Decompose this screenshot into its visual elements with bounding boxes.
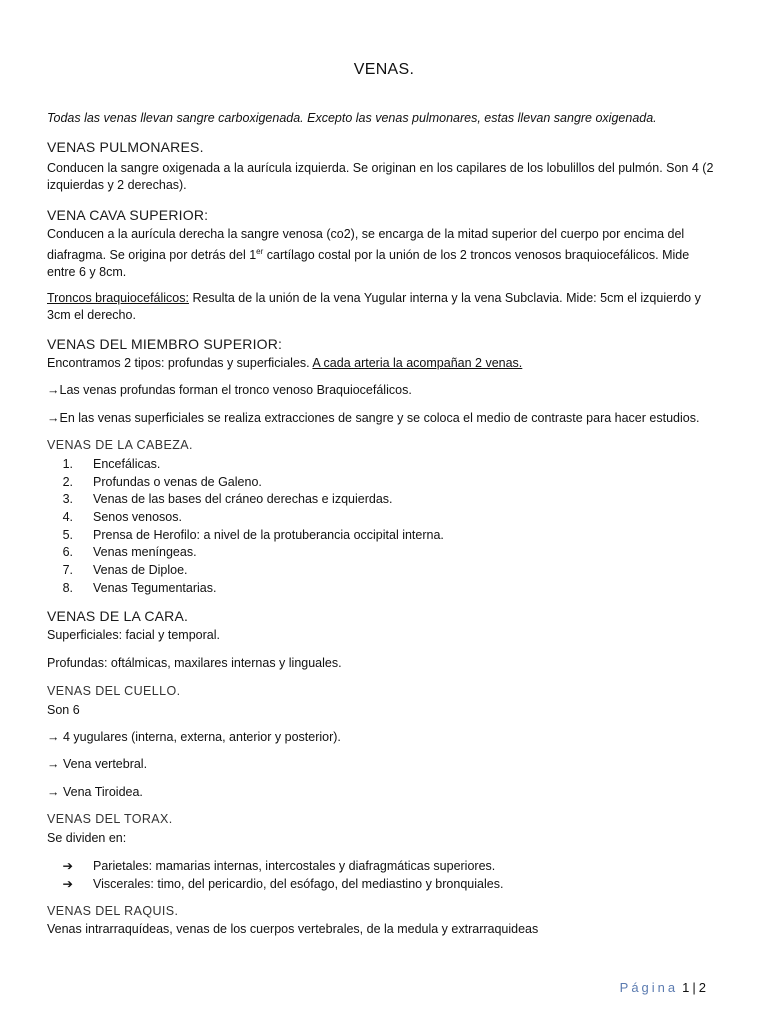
intro-text: Todas las venas llevan sangre carboxigenada. Excepto las venas pulmonares, estas llevan sangre oxigenada. xyxy=(47,111,657,125)
underlined-note: A cada arteria la acompañan 2 venas. xyxy=(312,356,523,370)
paragraph-miembro-superior: Encontramos 2 tipos: profundas y superficiales. A cada arteria la acompañan 2 venas. xyxy=(47,356,523,370)
arrow-icon: → xyxy=(47,383,60,397)
list-item: ➔ Viscerales: timo, del pericardio, del esófago, del mediastino y bronquiales. xyxy=(47,876,503,894)
arrow-point-superficiales: →En las venas superficiales se realiza extracciones de sangre y se coloca el medio de contraste para hacer estudios. xyxy=(47,411,700,425)
torax-bullet-list xyxy=(47,858,503,893)
paragraph-vena-cava: Conducen a la aurícula derecha la sangre venosa (co2), se encarga de la mitad superior del cuerpo por encima del diafragma. Se origina por detrás del 1er cartílago costal por la unión de los 2 troncos venosos braquiocefálicos. Mide entre 6 y 8cm. xyxy=(47,227,690,280)
list-item: 8. Venas Tegumentarias. xyxy=(62,580,217,595)
paragraph-venas-pulmonares: Conducen la sangre oxigenada a la aurícula izquierda. Se originan en los capilares de los lobulillos del pulmón. Son 4 (2 izquierdas y 2 derechas). xyxy=(47,161,714,192)
paragraph-raquis: Venas intrarraquídeas, venas de los cuerpos vertebrales, de la medula y extrarraquideas xyxy=(47,922,539,936)
arrow-bullet-icon: ➔ xyxy=(62,859,73,873)
paragraph-torax-intro: Se dividen en: xyxy=(47,831,127,845)
page-total: 2 xyxy=(698,980,706,995)
cabeza-numbered-list xyxy=(47,456,444,598)
list-item: 7. Venas de Diploe. xyxy=(62,563,188,578)
list-item: 3. Venas de las bases del cráneo derechas e izquierdas. xyxy=(62,492,393,507)
list-item: 6. Venas meníngeas. xyxy=(62,545,197,560)
heading-venas-torax: VENAS DEL TORAX. xyxy=(47,812,173,826)
page-word: Página xyxy=(619,980,679,995)
paragraph-cara-superficiales: Superficiales: facial y temporal. xyxy=(47,628,220,642)
page-separator: | xyxy=(692,980,696,995)
arrow-bullet-icon: ➔ xyxy=(62,876,73,891)
page-number-footer xyxy=(620,980,706,995)
arrow-point-tiroidea: → Vena Tiroidea. xyxy=(47,785,143,799)
arrow-point-profundas: →Las venas profundas forman el tronco venoso Braquiocefálicos. xyxy=(47,383,412,397)
list-item: ➔ Parietales: mamarias internas, intercostales y diafragmáticas superiores. xyxy=(47,858,503,876)
troncos-label: Troncos braquiocefálicos: xyxy=(47,291,189,305)
heading-venas-raquis: VENAS DEL RAQUIS. xyxy=(47,904,179,918)
paragraph-cara-profundas: Profundas: oftálmicas, maxilares internas y linguales. xyxy=(47,656,342,670)
list-item: 5. Prensa de Herofilo: a nivel de la protuberancia occipital interna. xyxy=(62,527,444,542)
arrow-icon: → xyxy=(47,411,60,425)
list-item: 4. Senos venosos. xyxy=(62,510,182,525)
heading-venas-cara: VENAS DE LA CARA. xyxy=(47,608,189,624)
heading-miembro-superior: VENAS DEL MIEMBRO SUPERIOR: xyxy=(47,336,283,352)
arrow-icon: → xyxy=(47,757,60,771)
heading-venas-cabeza: VENAS DE LA CABEZA. xyxy=(47,438,193,452)
arrow-point-vertebral: → Vena vertebral. xyxy=(47,757,148,771)
list-item: 2. Profundas o venas de Galeno. xyxy=(62,474,262,489)
heading-venas-pulmonares: VENAS PULMONARES. xyxy=(47,139,204,155)
paragraph-cuello-son: Son 6 xyxy=(47,703,80,717)
page-current: 1 xyxy=(682,980,690,995)
paragraph-troncos-braquiocefalicos: Troncos braquiocefálicos: Resulta de la unión de la vena Yugular interna y la vena Subclavia. Mide: 5cm el izquierdo y 3cm el derecho. xyxy=(47,291,701,322)
page-title: VENAS. xyxy=(353,61,415,78)
arrow-icon: → xyxy=(47,785,60,799)
arrow-icon: → xyxy=(47,730,60,744)
list-item: 1. Encefálicas. xyxy=(62,457,161,471)
heading-venas-cuello: VENAS DEL CUELLO. xyxy=(47,684,181,698)
heading-vena-cava-superior: VENA CAVA SUPERIOR: xyxy=(47,207,209,223)
arrow-point-yugulares: → 4 yugulares (interna, externa, anterior y posterior). xyxy=(47,730,341,744)
